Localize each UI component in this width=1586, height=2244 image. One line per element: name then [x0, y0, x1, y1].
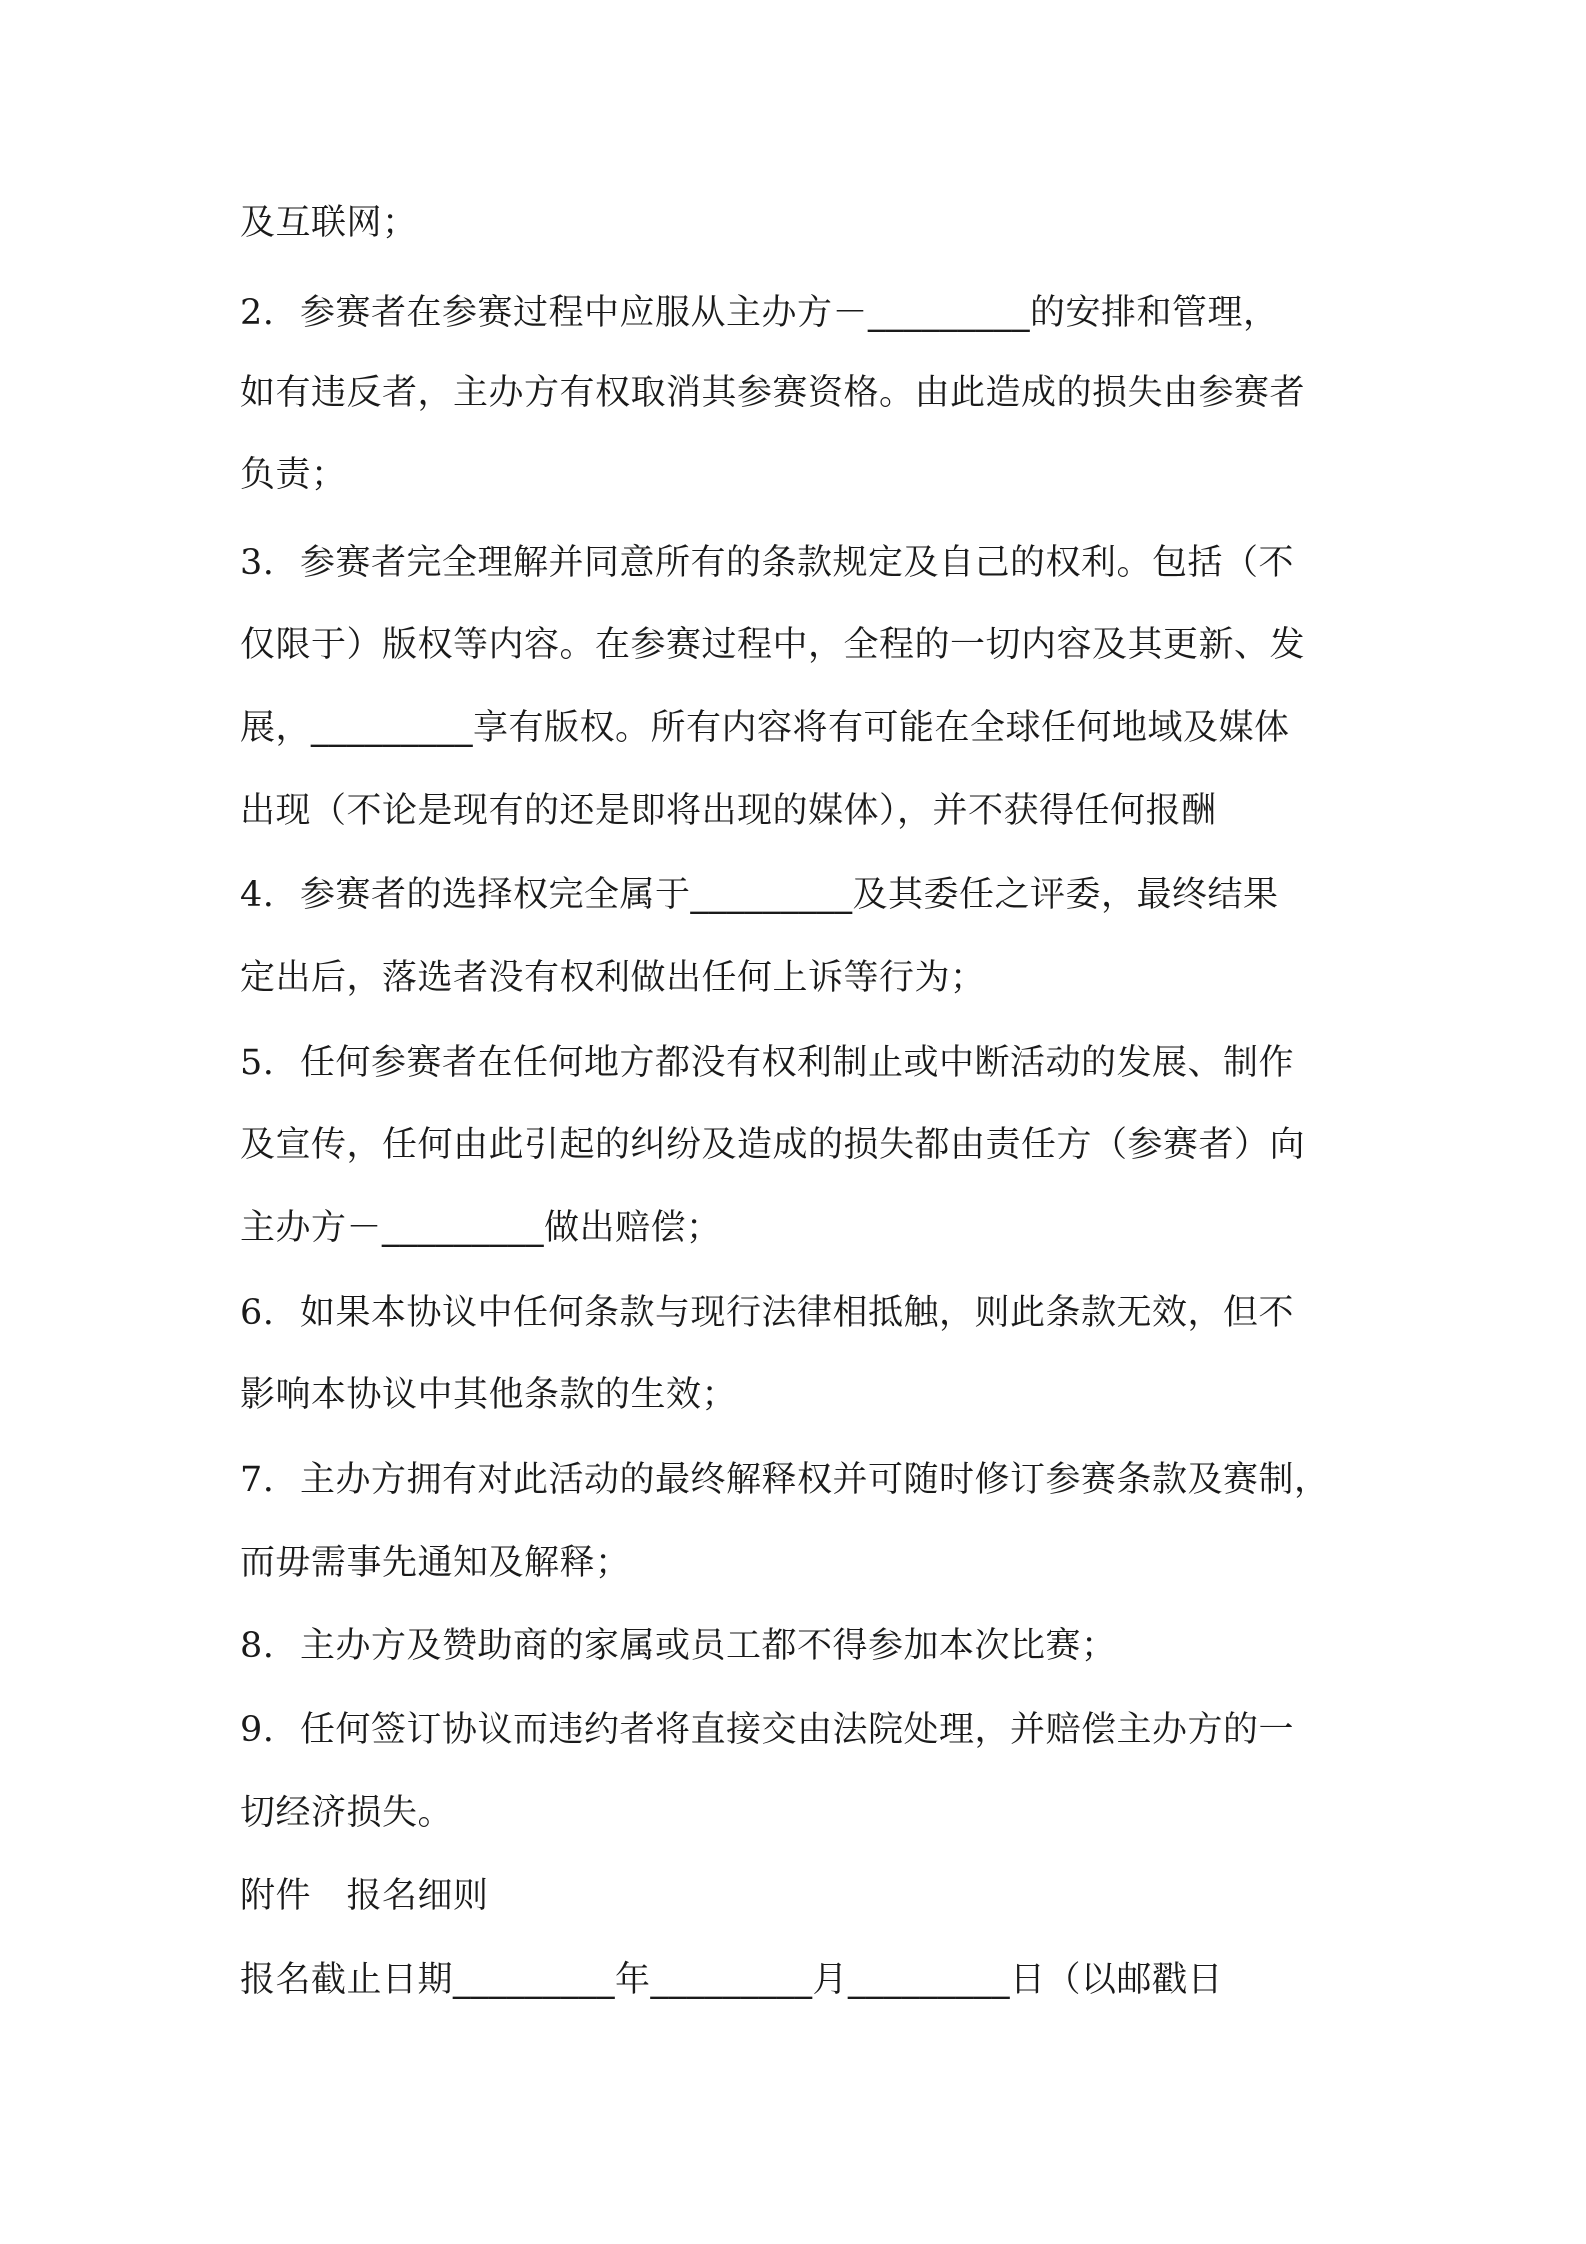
- clause-number: 7.: [240, 1460, 275, 1500]
- clause-7: 7. 主办方拥有对此活动的最终解释权并可随时修订参赛条款及赛制，: [240, 1457, 1330, 1503]
- clause-3: 3. 参赛者完全理解并同意所有的条款规定及自己的权利。包括（不: [240, 540, 1294, 586]
- clause-4: 4. 参赛者的选择权完全属于_________及其委任之评委，最终结果: [240, 872, 1279, 918]
- clause-5: 5. 任何参赛者在任何地方都没有权利制止或中断活动的发展、制作: [240, 1040, 1294, 1086]
- text-line: 定出后，落选者没有权利做出任何上诉等行为；: [240, 958, 986, 998]
- text-line: 主办方－_________做出赔偿；: [240, 1208, 722, 1248]
- registration-deadline-line: 报名截止日期_________年_________月_________日（以邮戳日: [240, 1960, 1224, 2000]
- text-line: 及互联网；: [240, 203, 418, 243]
- text-line: 及宣传，任何由此引起的纠纷及造成的损失都由责任方（参赛者）向: [240, 1125, 1306, 1165]
- text-line: 而毋需事先通知及解释；: [240, 1543, 631, 1583]
- clause-number: 8.: [240, 1626, 275, 1666]
- clause-number: 3.: [240, 543, 275, 583]
- text-line: 仅限于）版权等内容。在参赛过程中，全程的一切内容及其更新、发: [240, 625, 1306, 665]
- clause-6: 6. 如果本协议中任何条款与现行法律相抵触，则此条款无效，但不: [240, 1290, 1294, 1336]
- attachment-heading: 附件 报名细则: [240, 1876, 489, 1916]
- clause-8: 8. 主办方及赞助商的家属或员工都不得参加本次比赛；: [240, 1623, 1117, 1669]
- clause-number: 2.: [240, 293, 275, 333]
- text-line: 展，_________享有版权。所有内容将有可能在全球任何地域及媒体: [240, 708, 1290, 748]
- clause-number: 4.: [240, 875, 275, 915]
- text-line: 切经济损失。: [240, 1793, 454, 1833]
- text-line: 影响本协议中其他条款的生效；: [240, 1375, 738, 1415]
- clause-2: 2. 参赛者在参赛过程中应服从主办方－_________的安排和管理，: [240, 290, 1279, 336]
- clause-9: 9. 任何签订协议而违约者将直接交由法院处理，并赔偿主办方的一: [240, 1707, 1294, 1753]
- text-line: 出现（不论是现有的还是即将出现的媒体），并不获得任何报酬: [240, 791, 1217, 831]
- clause-number: 9.: [240, 1710, 275, 1750]
- text-line: 如有违反者，主办方有权取消其参赛资格。由此造成的损失由参赛者: [240, 373, 1306, 413]
- text-line: 负责；: [240, 455, 347, 495]
- clause-number: 5.: [240, 1043, 275, 1083]
- clause-number: 6.: [240, 1293, 275, 1333]
